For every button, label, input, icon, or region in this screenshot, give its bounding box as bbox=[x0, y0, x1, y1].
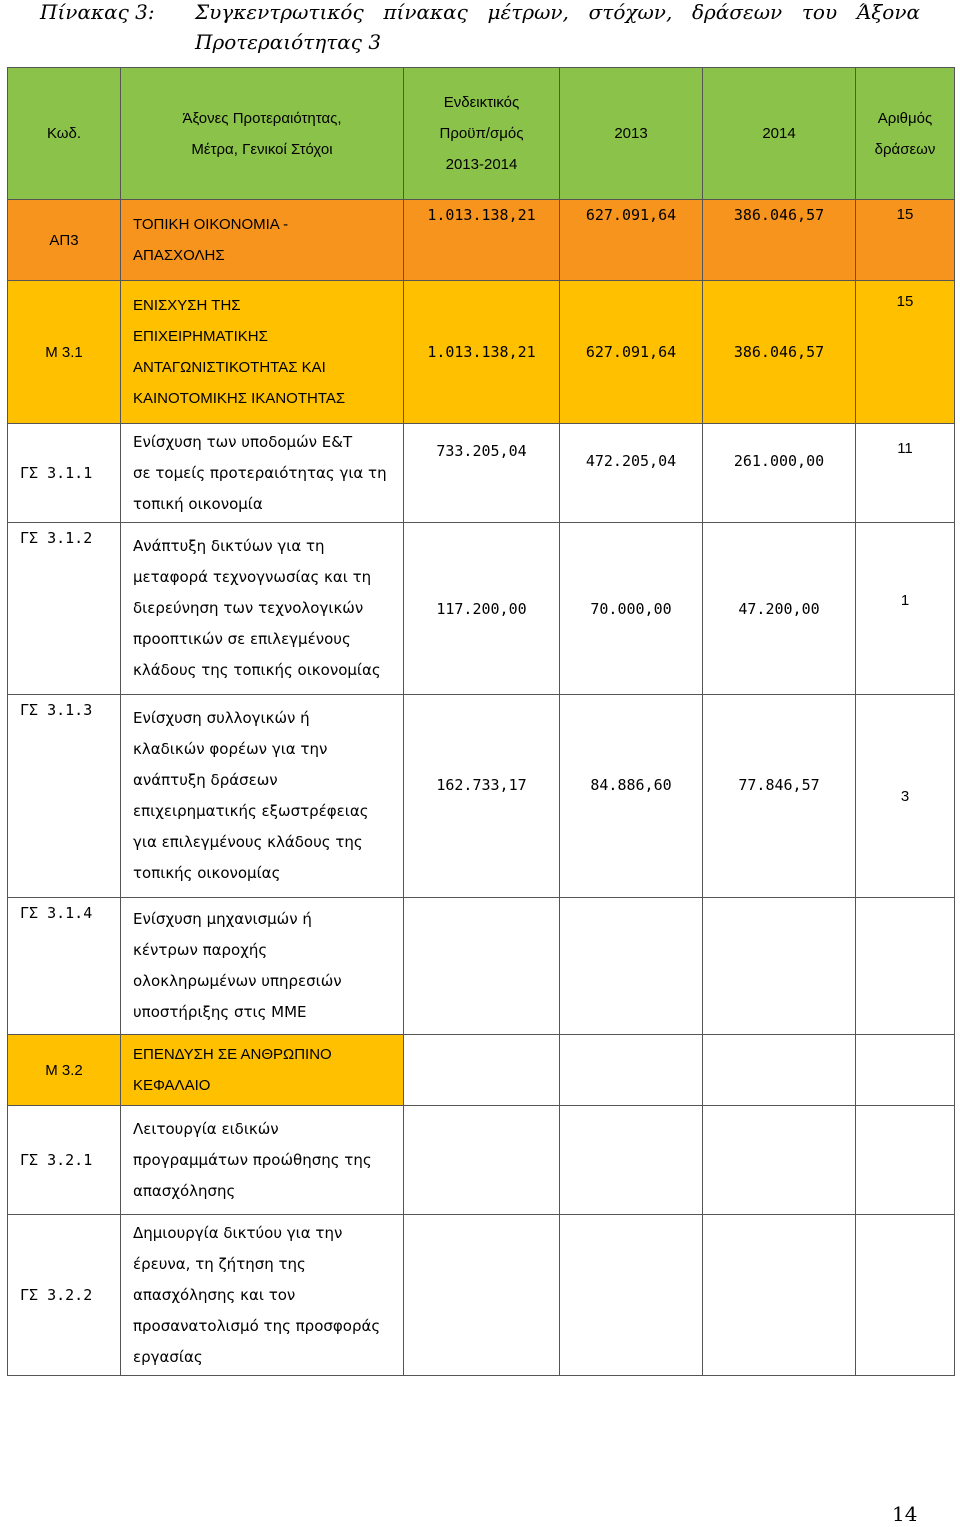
header-actions: Αριθμός δράσεων bbox=[856, 68, 955, 200]
row-actions: 1 bbox=[856, 523, 955, 695]
row-2013 bbox=[560, 1215, 703, 1376]
row-code: Μ 3.2 bbox=[8, 1035, 121, 1106]
row-2014 bbox=[703, 1035, 856, 1106]
row-code: ΓΣ 3.1.3 bbox=[8, 695, 121, 898]
row-budget: 1.013.138,21 bbox=[404, 281, 560, 424]
row-actions: 3 bbox=[856, 695, 955, 898]
table-row bbox=[8, 898, 955, 1035]
row-2013 bbox=[560, 898, 703, 1035]
header-code: Κωδ. bbox=[8, 68, 121, 200]
caption-line2: Προτεραιότητας 3 bbox=[195, 30, 382, 54]
row-2013: 627.091,64 bbox=[560, 200, 703, 281]
header-axes: Άξονες Προτεραιότητας, Μέτρα, Γενικοί Στόχοι bbox=[121, 68, 404, 200]
row-budget bbox=[404, 1215, 560, 1376]
row-2014: 386.046,57 bbox=[703, 281, 856, 424]
row-actions bbox=[856, 1215, 955, 1376]
row-desc: Ενίσχυση μηχανισμών ή κέντρων παροχής ολοκληρωμένων υπηρεσιών υποστήριξης στις ΜΜΕ bbox=[121, 898, 404, 1035]
row-desc: ΕΠΕΝΔΥΣΗ ΣΕ ΑΝΘΡΩΠΙΝΟ ΚΕΦΑΛΑΙΟ bbox=[121, 1035, 404, 1106]
row-budget: 117.200,00 bbox=[404, 523, 560, 695]
row-2013 bbox=[560, 1106, 703, 1215]
row-2013: 627.091,64 bbox=[560, 281, 703, 424]
row-2013 bbox=[560, 1035, 703, 1106]
row-actions: 15 bbox=[856, 200, 955, 281]
header-row bbox=[8, 68, 955, 200]
row-2014: 77.846,57 bbox=[703, 695, 856, 898]
row-2014: 386.046,57 bbox=[703, 200, 856, 281]
table-row bbox=[8, 424, 955, 523]
table-row bbox=[8, 1215, 955, 1376]
row-desc: Λειτουργία ειδικών προγραμμάτων προώθησης της απασχόλησης bbox=[121, 1106, 404, 1215]
row-2014: 47.200,00 bbox=[703, 523, 856, 695]
table-row bbox=[8, 1035, 955, 1106]
table-row bbox=[8, 200, 955, 281]
row-code: ΓΣ 3.2.1 bbox=[8, 1106, 121, 1215]
table-row bbox=[8, 1106, 955, 1215]
summary-table bbox=[7, 67, 955, 1376]
row-budget: 162.733,17 bbox=[404, 695, 560, 898]
row-2014 bbox=[703, 1106, 856, 1215]
row-2014 bbox=[703, 1215, 856, 1376]
row-budget: 733.205,04 bbox=[404, 424, 560, 523]
row-code: ΓΣ 3.1.1 bbox=[8, 424, 121, 523]
row-desc: ΕΝΙΣΧΥΣΗ ΤΗΣ ΕΠΙΧΕΙΡΗΜΑΤΙΚΗΣ ΑΝΤΑΓΩΝΙΣΤΙΚΟΤΗΤΑΣ ΚΑΙ ΚΑΙΝΟΤΟΜΙΚΗΣ ΙΚΑΝΟΤΗΤΑΣ bbox=[121, 281, 404, 424]
header-2013: 2013 bbox=[560, 68, 703, 200]
row-actions bbox=[856, 1035, 955, 1106]
row-budget bbox=[404, 898, 560, 1035]
row-2013: 84.886,60 bbox=[560, 695, 703, 898]
row-actions bbox=[856, 898, 955, 1035]
row-actions bbox=[856, 1106, 955, 1215]
row-actions: 15 bbox=[856, 281, 955, 424]
header-budget: Ενδεικτικός Προϋπ/σμός 2013-2014 bbox=[404, 68, 560, 200]
row-desc: Ανάπτυξη δικτύων για τη μεταφορά τεχνογνωσίας και τη διερεύνηση των τεχνολογικών προοπτικών σε επιλεγμένους κλάδους της τοπικής οικονομίας bbox=[121, 523, 404, 695]
row-budget bbox=[404, 1106, 560, 1215]
table-row bbox=[8, 523, 955, 695]
caption-label: Πίνακας 3: bbox=[40, 0, 155, 24]
row-code: Μ 3.1 bbox=[8, 281, 121, 424]
page-number: 14 bbox=[892, 1502, 918, 1526]
table-row bbox=[8, 695, 955, 898]
row-budget bbox=[404, 1035, 560, 1106]
row-code: ΓΣ 3.1.4 bbox=[8, 898, 121, 1035]
row-actions: 11 bbox=[856, 424, 955, 523]
row-2014: 261.000,00 bbox=[703, 424, 856, 523]
row-desc: Δημιουργία δικτύου για την έρευνα, τη ζήτηση της απασχόλησης και τον προσανατολισμό της προσφοράς εργασίας bbox=[121, 1215, 404, 1376]
row-2013: 70.000,00 bbox=[560, 523, 703, 695]
row-2013: 472.205,04 bbox=[560, 424, 703, 523]
row-budget: 1.013.138,21 bbox=[404, 200, 560, 281]
row-desc: Ενίσχυση των υποδομών Ε&Τ σε τομείς προτεραιότητας για τη τοπική οικονομία bbox=[121, 424, 404, 523]
row-code: ΑΠ3 bbox=[8, 200, 121, 281]
header-2014: 2014 bbox=[703, 68, 856, 200]
row-code: ΓΣ 3.1.2 bbox=[8, 523, 121, 695]
caption-text: Συγκεντρωτικός πίνακας μέτρων, στόχων, δράσεων του Άξονα bbox=[195, 0, 920, 24]
row-code: ΓΣ 3.2.2 bbox=[8, 1215, 121, 1376]
row-desc: Ενίσχυση συλλογικών ή κλαδικών φορέων για την ανάπτυξη δράσεων επιχειρηματικής εξωστρέφειας για επιλεγμένους κλάδους της τοπικής οικονομίας bbox=[121, 695, 404, 898]
row-2014 bbox=[703, 898, 856, 1035]
table-row bbox=[8, 281, 955, 424]
row-desc: ΤΟΠΙΚΗ ΟΙΚΟΝΟΜΙΑ - ΑΠΑΣΧΟΛΗΣ bbox=[121, 200, 404, 281]
